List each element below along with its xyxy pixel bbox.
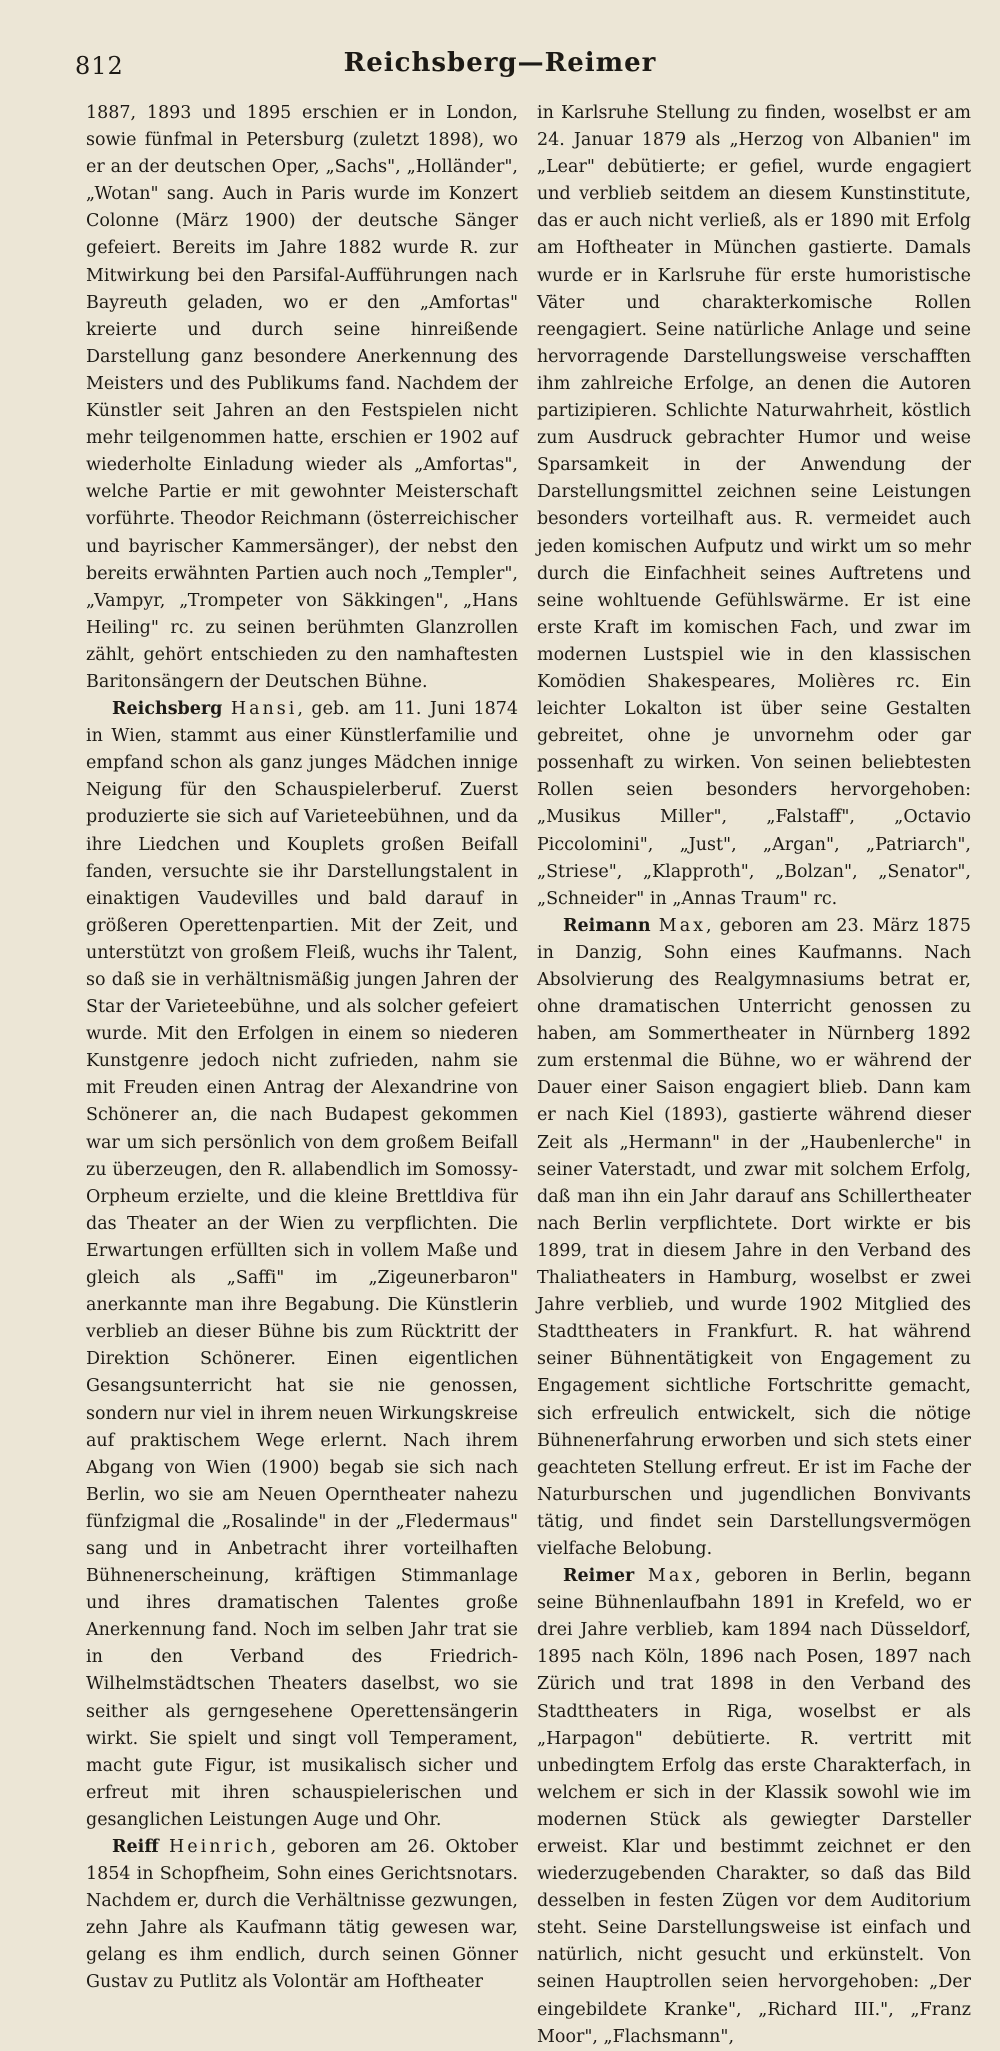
entry-surname: Reimer [563, 1566, 635, 1587]
entry-text: , geboren am 26. Oktober 1854 in Schopfheim, Sohn eines Gerichtsnotars. Nachdem er, durch die Verhältnisse gezwungen, zehn Jahre als Kaufmann tätig gewesen war, gelang es ihm endlich, durch seinen Gönner Gustav zu Putlitz als Volontär am Hoftheater [86, 1837, 518, 1993]
entry-given-name: Max [647, 1566, 696, 1587]
entry-reimann [537, 913, 971, 1563]
entry-given-name: Hansi [230, 699, 298, 720]
entry-continuation-reiff: in Karlsruhe Stellung zu finden, woselbst er am 24. Januar 1879 als „Herzog von Albanien" im „Lear" debütierte; er gefiel, wurde engagiert und verblieb seitdem an diesem Kunstinstitute, das er auch nicht verließ, als er 1890 mit Erfolg am Hoftheater in München gastierte. Damals wurde er in Karlsruhe für erste humoristische Väter und charakterkomische Rollen reengagiert. Seine natürliche Anlage und seine hervorragende Darstellungsweise verschafften ihm zahlreiche Erfolge, an denen die Autoren partizipieren. Schlichte Naturwahrheit, köstlich zum Ausdruck gebrachter Humor und weise Sparsamkeit in der Anwendung der Darstellungsmittel zeichnen seine Leistungen besonders vorteilhaft aus. R. vermeidet auch jeden komischen Aufputz und wirkt um so mehr durch die Einfachheit seines Auftretens und seine wohltuende Gefühlswärme. Er ist eine erste Kraft im komischen Fach, und zwar im modernen Lustspiel wie in den klassischen Komödien Shakespeares, Molières rc. Ein leichter Lokalton ist über seine Gestalten gebreitet, ohne je unvornehm oder gar possenhaft zu wirken. Von seinen beliebtesten Rollen seien besonders hervorgehoben: „Musikus Miller", „Falstaff", „Octavio Piccolomini", „Just", „Argan", „Patriarch", „Striese", „Klapproth", „Bolzan", „Senator", „Schneider" in „Annas Traum" rc. [537, 103, 971, 909]
right-column [537, 100, 971, 2047]
entry-continuation-reichmann: 1887, 1893 und 1895 erschien er in London, sowie fünfmal in Petersburg (zuletzt 1898), wo er an der deutschen Oper, „Sachs", „Holländer", „Wotan" sang. Auch in Paris wurde im Konzert Colonne (März 1900) der deutsche Sänger gefeiert. Bereits im Jahre 1882 wurde R. zur Mitwirkung bei den Parsifal-Aufführungen nach Bayreuth geladen, wo er den „Amfortas" kreierte und durch seine hinreißende Darstellung ganz besondere Anerkennung des Meisters und des Publikums fand. Nachdem der Künstler seit Jahren an den Festspielen nicht mehr teilgenommen hatte, erschien er 1902 auf wiederholte Einladung wieder als „Amfortas", welche Partie er mit gewohnter Meisterschaft vorführte. Theodor Reichmann (österreichischer und bayrischer Kammersänger), der nebst den bereits erwähnten Partien auch noch „Templer", „Vampyr, „Trompeter von Säkkingen", „Hans Heiling" rc. zu seinen berühmten Glanzrollen zählt, gehört entschieden zu den namhaftesten Baritonsängern der Deutschen Bühne. [86, 103, 518, 692]
entry-surname: Reiff [112, 1837, 159, 1857]
entry-text: , geb. am 11. Juni 1874 in Wien, stammt aus einer Künstlerfamilie und empfand schon als ganz junges Mädchen innige Neigung für den Schauspielerberuf. Zuerst produzierte sie sich auf Varieteebühnen, und da ihre Liedchen und Kouplets großen Beifall fanden, versuchte sie ihr Darstellungstalent in einaktigen Vaudevilles und bald darauf in größeren Operettenpartien. Mit der Zeit, und unterstützt von großem Fleiß, wuchs ihr Talent, so daß sie in verhältnismäßig jungen Jahren der Star der Varieteebühne, und als solcher gefeiert wurde. Mit den Erfolgen in einem so niederen Kunstgenre jedoch nicht zufrieden, nahm sie mit Freuden einen Antrag der Alexandrine von Schönerer an, die nach Budapest gekommen war um sich persönlich von dem großem Beifall zu überzeugen, den R. allabendlich im Somossy-Orpheum erzielte, und die kleine Brettldiva für das Theater an der Wien zu verpflichten. Die Erwartungen erfüllten sich in vollem Maße und gleich als „Saffi" im „Zigeunerbaron" anerkannte man ihre Begabung. Die Künstlerin verblieb an dieser Bühne bis zum Rücktritt der Direktion Schönerer. Einen eigentlichen Gesangsunterricht hat sie nie genossen, sondern nur viel in ihrem neuen Wirkungskreise auf praktischem Wege erlernt. Nach ihrem Abgang von Wien (1900) begab sie sich nach Berlin, wo sie am Neuen Operntheater nahezu fünfzigmal die „Rosalinde" in der „Fledermaus" sang und in Anbetracht ihrer vorteilhaften Bühnenerscheinung, kräftigen Stimmanlage und ihres dramatischen Talentes große Anerkennung fand. Noch im selben Jahr trat sie in den Verband des Friedrich-Wilhelmstädtschen Theaters daselbst, wo sie seither als gerngesehene Operettensängerin wirkt. Sie spielt und singt voll Temperament, macht gute Figur, ist musikalisch sicher und erfreut mit ihren schauspielerischen und gesanglichen Leistungen Auge und Ohr. [86, 699, 518, 1830]
entry-reichsberg [86, 696, 518, 1834]
entry-reimer [537, 1563, 971, 2051]
entry-reiff [86, 1834, 518, 1997]
entry-given-name: Heinrich [169, 1837, 271, 1857]
entry-text: , geboren in Berlin, begann seine Bühnenlaufbahn 1891 in Krefeld, wo er drei Jahre verblieb, kam 1894 nach Düsseldorf, 1895 nach Köln, 1896 nach Posen, 1897 nach Zürich und trat 1898 in den Verband des Stadttheaters in Riga, woselbst er als „Harpagon" debütierte. R. vertritt mit unbedingtem Erfolg das erste Charakterfach, in welchem er sich in der Klassik sowohl wie im modernen Stück als gewiegter Darsteller erweist. Klar und bestimmt zeichnet er den wiederzugebenden Charakter, so daß das Bild desselben in festen Zügen vor dem Auditorium steht. Seine Darstellungsweise ist einfach und natürlich, nicht gesucht und erkünstelt. Von seinen Hauptrollen seien hervorgehoben: „Der eingebildete Kranke", „Richard III.", „Franz Moor", „Flachsmann", [537, 1566, 971, 2047]
entry-surname: Reimann [563, 915, 651, 936]
page-number: 812 [75, 52, 124, 80]
left-column [86, 100, 518, 1993]
entry-surname: Reichsberg [112, 699, 223, 720]
entry-given-name: Max [658, 915, 707, 936]
entry-text: , geboren am 23. März 1875 in Danzig, Sohn eines Kaufmanns. Nach Absolvierung des Realgymnasiums betrat er, ohne dramatischen Unterricht genossen zu haben, am Sommertheater in Nürnberg 1892 zum erstenmal die Bühne, wo er während der Dauer einer Saison engagiert blieb. Dann kam er nach Kiel (1893), gastierte während dieser Zeit als „Hermann" in der „Haubenlerche" in seiner Vaterstadt, und zwar mit solchem Erfolg, daß man ihn ein Jahr darauf ans Schillertheater nach Berlin verpflichtete. Dort wirkte er bis 1899, trat in diesem Jahre in den Verband des Thaliatheaters in Hamburg, woselbst er zwei Jahre verblieb, und wurde 1902 Mitglied des Stadttheaters in Frankfurt. R. hat während seiner Bühnentätigkeit von Engagement zu Engagement sichtliche Fortschritte gemacht, sich erfreulich entwickelt, sich die nötige Bühnenerfahrung erworben und sich stets einer geachteten Stellung erfreut. Er ist im Fache der Naturburschen und jugendlichen Bonvivants tätig, und findet sein Darstellungsvermögen vielfache Belobung. [537, 915, 971, 1559]
running-head: Reichsberg—Reimer [343, 48, 657, 78]
